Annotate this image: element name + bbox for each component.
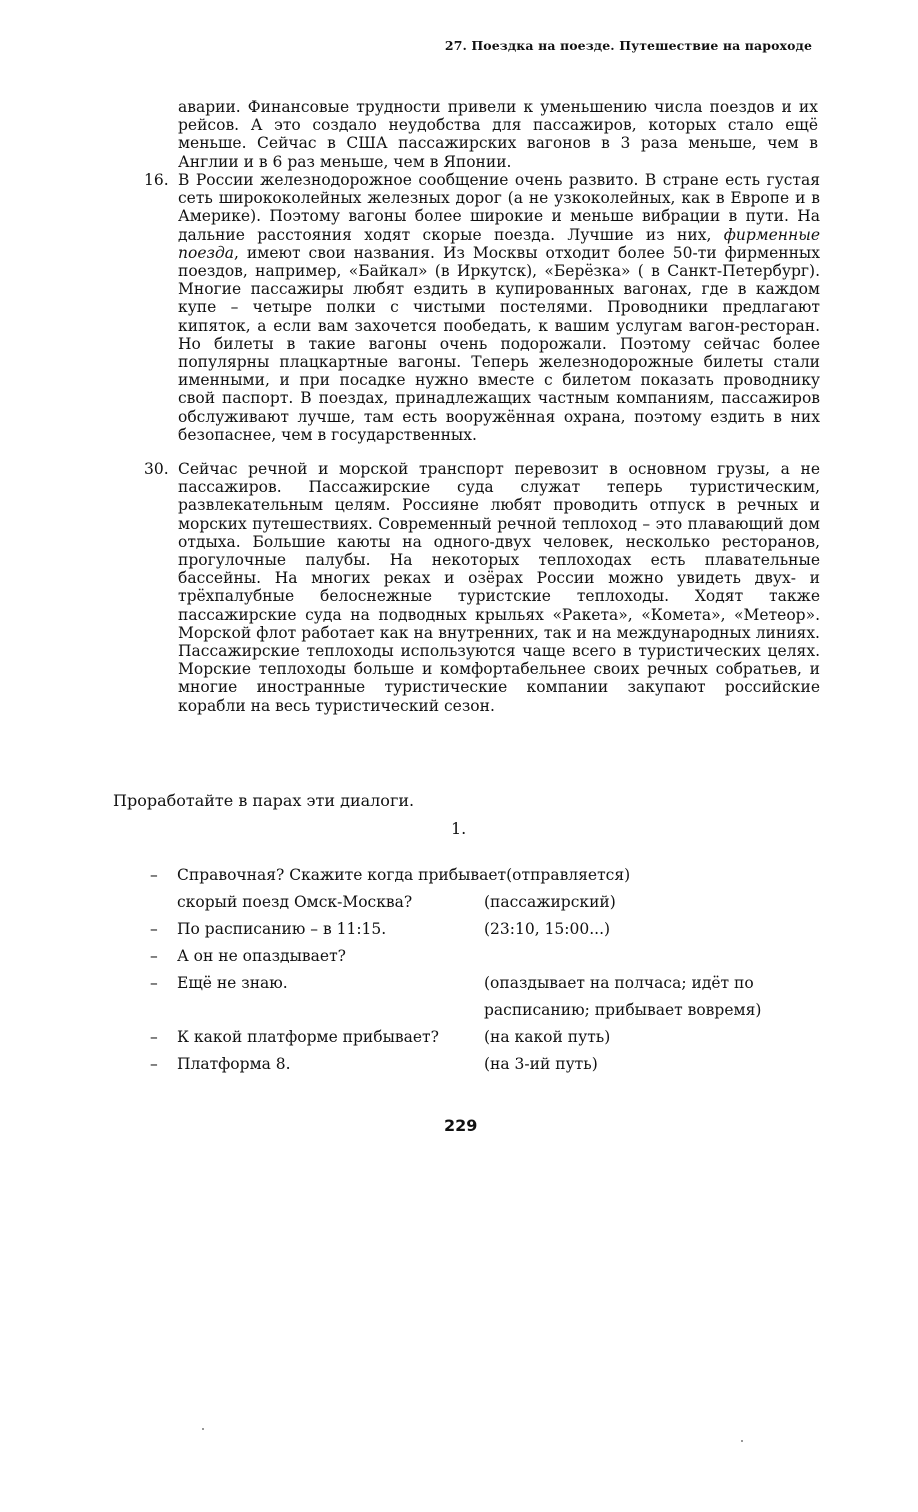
- dialogue-variant: (пассажирский): [484, 893, 616, 911]
- dialogue-variant: расписанию; прибывает вовремя): [484, 1001, 762, 1019]
- item-number: 30.: [144, 460, 169, 478]
- dialogue-variant: (опаздывает на полчаса; идёт по: [484, 974, 754, 992]
- running-header: 27. Поездка на поезде. Путешествие на пароходе: [444, 38, 812, 53]
- item-text: В России железнодорожное сообщение очень развито. В стране есть густая сеть ширококолейных железных дорог (а не узкоколейных, как в Европе и в Америке). Поэтому вагоны более широкие и меньше вибрации в пути. На дальние расстояния ходят скорые поезда. Лучшие из них,: [178, 171, 820, 244]
- dialogue-speech: Платформа 8.: [177, 1055, 291, 1073]
- exercise-instruction: Проработайте в парах эти диалоги.: [113, 791, 415, 810]
- dialogue-dash: –: [150, 1028, 158, 1046]
- scan-speck: [741, 1440, 743, 1442]
- numbered-item-16: [144, 171, 820, 444]
- dialogue-dash: –: [150, 947, 158, 965]
- continuation-paragraph: аварии. Финансовые трудности привели к уменьшению числа поездов и их рейсов. А это создало неудобства для пассажиров, которых стало ещё меньше. Сейчас в США пассажирских вагонов в 3 раза меньше, чем в Англии и в 6 раз меньше, чем в Японии.: [178, 98, 818, 171]
- dialogue-variant: (на 3-ий путь): [484, 1055, 598, 1073]
- item-body: [178, 171, 820, 444]
- dialogue-variant: (на какой путь): [484, 1028, 611, 1046]
- dialogue-dash: –: [150, 866, 158, 884]
- scan-speck: [202, 1428, 204, 1430]
- dialogue-speech: По расписанию – в 11:15.: [177, 920, 387, 938]
- item-number: 16.: [144, 171, 169, 189]
- dialogue-variant: (23:10, 15:00...): [484, 920, 611, 938]
- italic-term: фирменные поезда: [178, 225, 820, 262]
- dialogue-speech: К какой платформе прибывает?: [177, 1028, 439, 1046]
- item-text: , имеют свои названия. Из Москвы отходит более 50-ти фирменных поездов, например, «Байкал» (в Иркутск), «Берёзка» ( в Санкт-Петербург). Многие пассажиры любят ездить в купированных вагонах, где в каждом купе – четыре полки с чистыми постелями. Проводники предлагают кипяток, а если вам захочется пообедать, к вашим услугам вагон-ресторан. Но билеты в такие вагоны очень подорожали. Поэтому сейчас более популярны плацкартные вагоны. Теперь железнодорожные билеты стали именными, и при посадке нужно вместе с билетом показать проводнику свой паспорт. В поездах, принадлежащих частным компаниям, пассажиров обслуживают лучше, там есть вооружённая охрана, поэтому ездить в них безопаснее, чем в государственных.: [178, 243, 820, 444]
- item-body: Сейчас речной и морской транспорт перевозит в основном грузы, а не пассажиров. Пассажирские суда служат теперь туристическим, развлекательным целям. Россияне любят проводить отпуск в речных и морских путешествиях. Современный речной теплоход – это плавающий дом отдыха. Большие каюты на одного-двух человек, несколько ресторанов, прогулочные палубы. На некоторых теплоходах есть плавательные бассейны. На многих реках и озёрах России можно увидеть двух- и трёхпалубные белоснежные туристские теплоходы. Ходят также пассажирские суда на подводных крыльях «Ракета», «Комета», «Метеор». Морской флот работает как на внутренних, так и на международных линиях. Пассажирские теплоходы используются чаще всего в туристических целях. Морские теплоходы больше и комфортабельнее своих речных собратьев, и многие иностранные туристические компании закупают российские корабли на весь туристический сезон.: [178, 460, 820, 715]
- dialogue-number: 1.: [451, 819, 467, 838]
- dialogue-speech: скорый поезд Омск-Москва?: [177, 893, 413, 911]
- dialogue-speech: Справочная? Скажите когда прибывает(отправляется): [177, 866, 631, 884]
- dialogue-dash: –: [150, 1055, 158, 1073]
- page-number: 229: [444, 1116, 478, 1135]
- dialogue-dash: –: [150, 974, 158, 992]
- dialogue-speech: А он не опаздывает?: [177, 947, 346, 965]
- dialogue-speech: Ещё не знаю.: [177, 974, 288, 992]
- numbered-item-30: [144, 460, 820, 715]
- dialogue-dash: –: [150, 920, 158, 938]
